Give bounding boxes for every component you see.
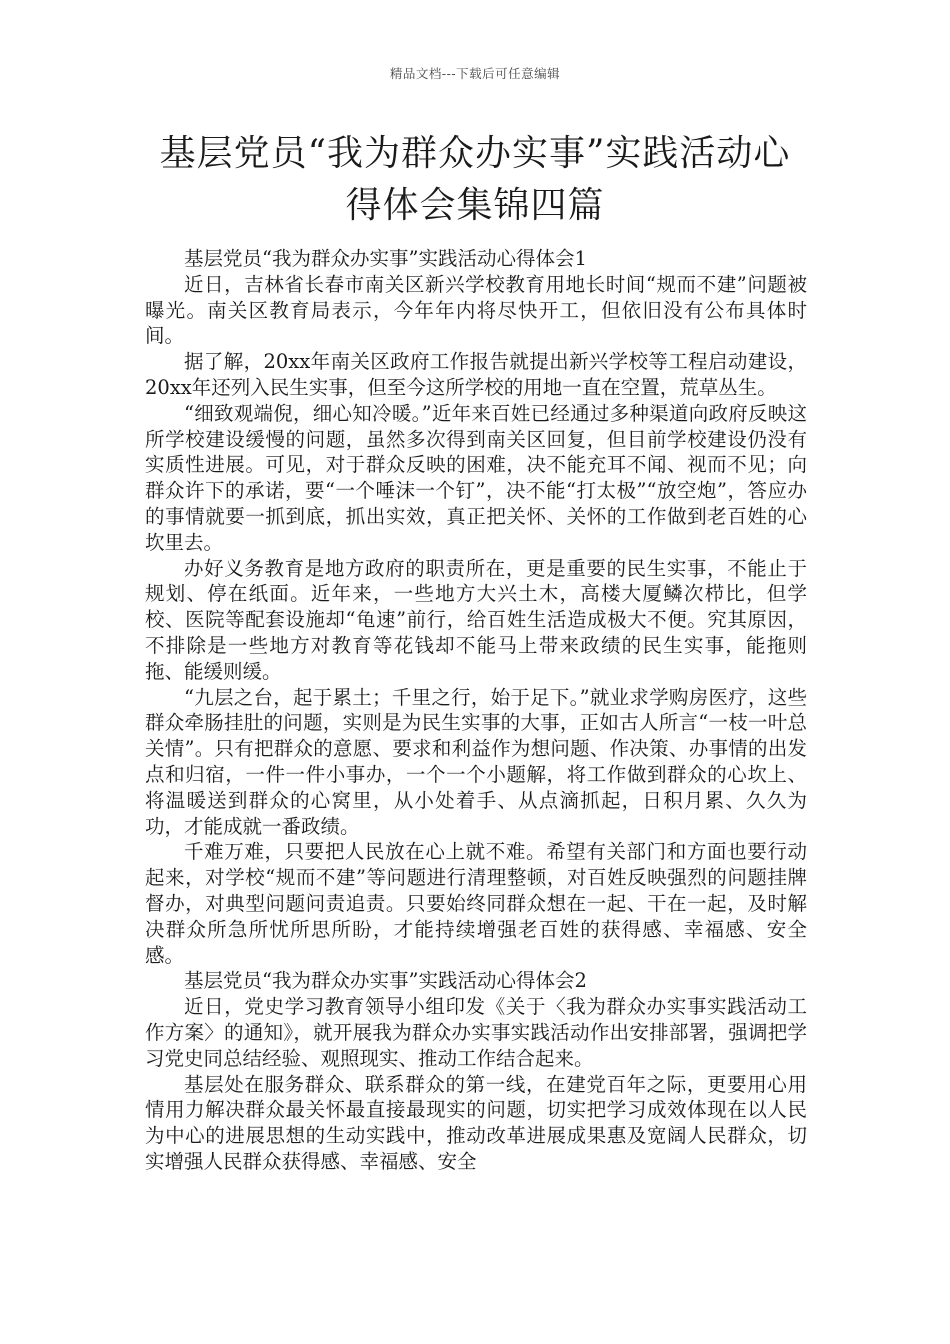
document-body [145, 246, 807, 1175]
paragraph: 近日，党史学习教育领导小组印发《关于〈我为群众办实事实践活动工作方案〉的通知》，就开展我为群众办实事实践活动作出安排部署，强调把学习党史同总结经验、观照现实、推动工作结合起来。 [145, 995, 807, 1070]
paragraph: 千难万难，只要把人民放在心上就不难。希望有关部门和方面也要行动起来，对学校“规而不建”等问题进行清理整顿，对百姓反映强烈的问题挂牌督办，对典型问题问责追责。只要始终同群众想在一起、干在一起，及时解决群众所急所忧所思所盼，才能持续增强老百姓的获得感、幸福感、安全感。 [145, 840, 807, 967]
section-heading-2: 基层党员“我为群众办实事”实践活动心得体会2 [184, 969, 587, 993]
paragraph: 基层处在服务群众、联系群众的第一线，在建党百年之际，更要用心用情用力解决群众最关怀最直接最现实的问题，切实把学习成效体现在以人民为中心的进展思想的生动实践中，推动改革进展成果惠及宽阔人民群众，切实增强人民群众获得感、幸福感、安全 [145, 1072, 807, 1173]
paragraph: “细致观端倪，细心知冷暖。”近年来百姓已经通过多种渠道向政府反映这所学校建设缓慢的问题，虽然多次得到南关区回复，但目前学校建设仍没有实质性进展。可见，对于群众反映的困难，决不能充耳不闻、视而不见；向群众许下的承诺，要“一个唾沫一个钉”，决不能“打太极”“放空炮”，答应办的事情就要一抓到底，抓出实效，真正把关怀、关怀的工作做到老百姓的心坎里去。 [145, 401, 807, 554]
paragraph: 近日，吉林省长春市南关区新兴学校教育用地长时间“规而不建”问题被曝光。南关区教育局表示，今年年内将尽快开工，但依旧没有公布具体时间。 [145, 272, 807, 348]
document-title [140, 128, 810, 232]
title-line-1: 基层党员“我为群众办实事”实践活动心 [159, 133, 791, 174]
paragraph: 办好义务教育是地方政府的职责所在，更是重要的民生实事，不能止于规划、停在纸面。近年来，一些地方大兴土木，高楼大厦鳞次栉比，但学校、医院等配套设施却“龟速”前行，给百姓生活造成极大不便。究其原因，不排除是一些地方对教育等花钱却不能马上带来政绩的民生实事，能拖则拖、能缓则缓。 [145, 556, 807, 683]
title-line-2: 得体会集锦四篇 [345, 185, 605, 226]
paragraph: “九层之台，起于累土；千里之行，始于足下。”就业求学购房医疗，这些群众牵肠挂肚的问题，实则是为民生实事的大事，正如古人所言“一枝一叶总关情”。只有把群众的意愿、要求和利益作为想问题、作决策、办事情的出发点和归宿，一件一件小事办，一个一个小题解，将工作做到群众的心坎上、将温暖送到群众的心窝里，从小处着手、从点滴抓起，日积月累、久久为功，才能成就一番政绩。 [145, 685, 807, 838]
section-heading-1: 基层党员“我为群众办实事”实践活动心得体会1 [184, 247, 587, 270]
paragraph: 据了解，20xx年南关区政府工作报告就提出新兴学校等工程启动建设，20xx年还列入民生实事，但至今这所学校的用地一直在空置，荒草丛生。 [145, 350, 807, 399]
header-note: 精品文档---下载后可任意编辑 [389, 66, 561, 81]
